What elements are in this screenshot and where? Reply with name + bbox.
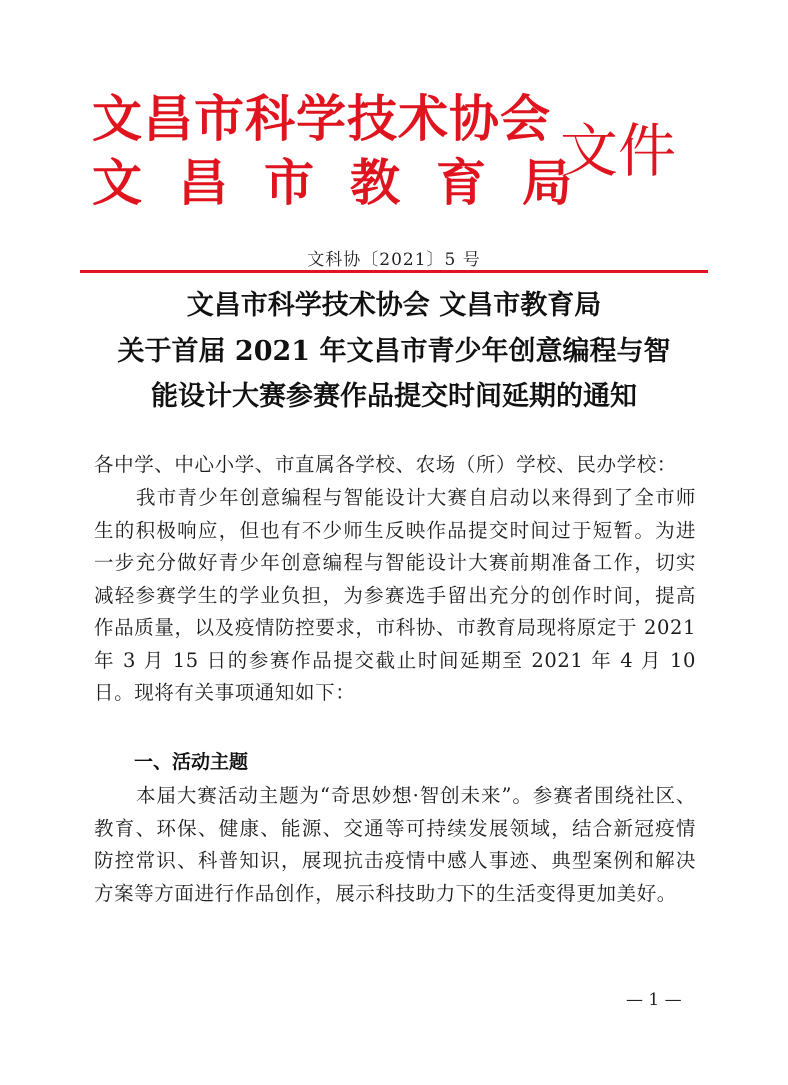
red-divider-line [80,270,708,273]
issuing-org-line-2: 文昌市教育局 [92,154,608,212]
document-title-line-3: 能设计大赛参赛作品提交时间延期的通知 [151,381,637,412]
page-number: — 1 — [626,990,682,1010]
issuing-org-line-1: 文昌市科学技术协会 [92,90,551,148]
document-title-line-1: 文昌市科学技术协会 文昌市教育局 [186,290,602,321]
document-type-label: 文件 [560,117,677,185]
section-heading-1: 一、活动主题 [134,751,249,773]
document-title-line-2: 关于首届 2021 年文昌市青少年创意编程与智 [117,336,671,367]
body-paragraph-1: 我市青少年创意编程与智能设计大赛自启动以来得到了全市师生的积极响应，但也有不少师生反映作品提交时间过于短暂。为进一步充分做好青少年创意编程与智能设计大赛前期准备工作，切实减轻参赛学生的学业负担，为参赛选手留出充分的创作时间，提高作品质量，以及疫情防控要求，市科协、市教育局现将原定于 2021 年 3 月 15 日的参赛作品提交截止时间延期至 2021 年 4 月 10 日。现将有关事项通知如下： [94,486,696,704]
body-paragraph-2: 本届大赛活动主题为“奇思妙想·智创未来”。参赛者围绕社区、教育、环保、健康、能源、交通等可持续发展领域，结合新冠疫情防控常识、科普知识，展现抗击疫情中感人事迹、典型案例和解决方案等方面进行作品创作，展示科技助力下的生活变得更加美好。 [94,784,696,905]
salutation: 各中学、中心小学、市直属各学校、农场（所）学校、民办学校： [94,453,677,476]
document-number: 文科协〔2021〕5 号 [307,250,481,270]
